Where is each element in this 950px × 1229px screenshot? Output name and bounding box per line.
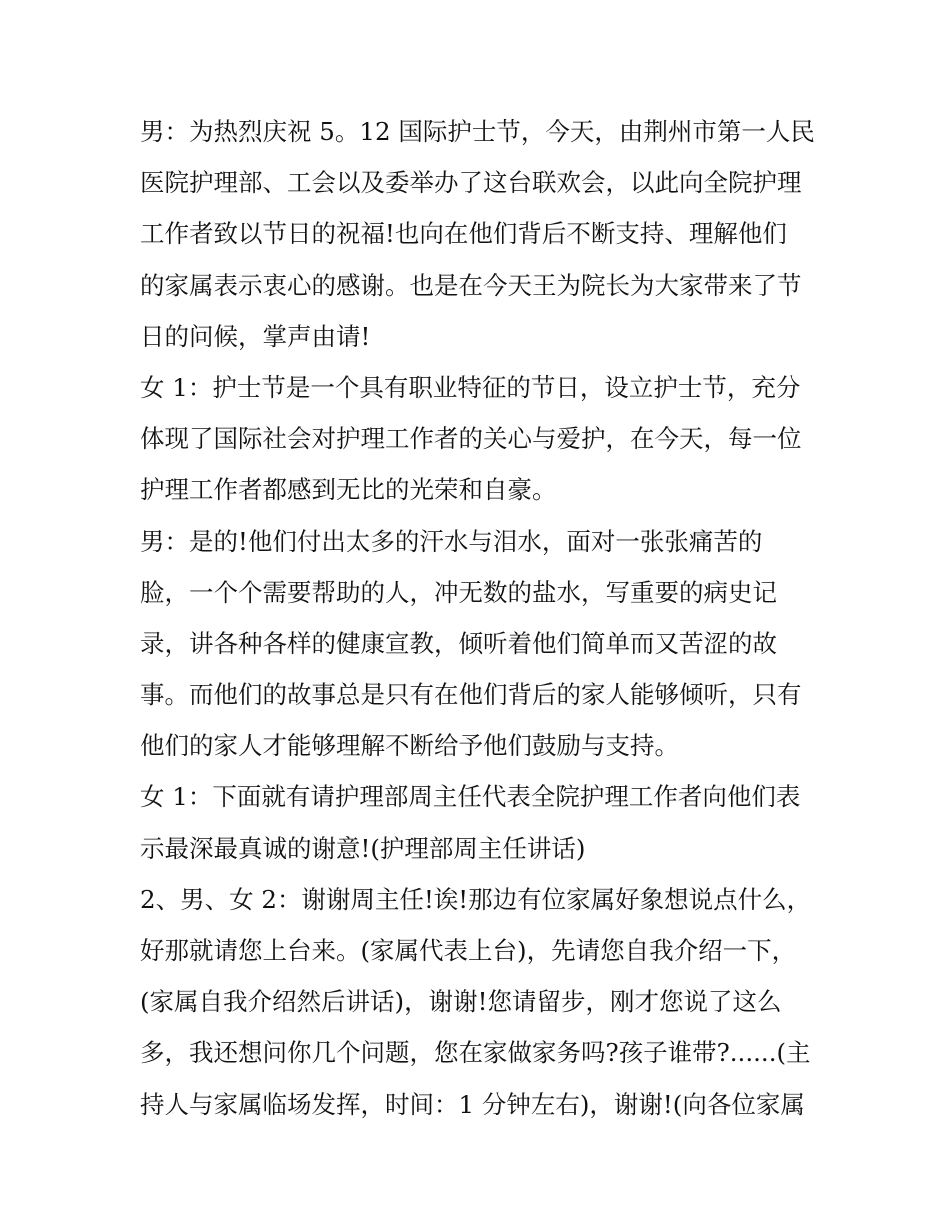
body-text xyxy=(140,106,820,1130)
text-line: 体现了国际社会对护理工作者的关心与爱护，在今天，每一位 xyxy=(140,424,802,454)
text-line: 录，讲各种各样的健康宣教，倾听着他们简单而又苦涩的故 xyxy=(140,628,777,658)
text-line: 持人与家属临场发挥，时间：1 分钟左右)，谢谢!(向各位家属 xyxy=(140,1089,805,1119)
text-line: 示最深最真诚的谢意!(护理部周主任讲话) xyxy=(140,833,586,863)
text-line: (家属自我介绍然后讲话)，谢谢!您请留步，刚才您说了这么 xyxy=(140,987,782,1017)
text-line: 护理工作者都感到无比的光荣和自豪。 xyxy=(140,475,557,505)
text-line: 工作者致以节日的祝福!也向在他们背后不断支持、理解他们 xyxy=(140,219,787,249)
text-line: 他们的家人才能够理解不断给予他们鼓励与支持。 xyxy=(140,731,679,761)
text-line: 女 1：下面就有请护理部周主任代表全院护理工作者向他们表 xyxy=(140,782,801,812)
text-line: 2、男、女 2：谢谢周主任!诶!那边有位家属好象想说点什么， xyxy=(140,884,812,914)
text-line: 男：是的!他们付出太多的汗水与泪水，面对一张张痛苦的 xyxy=(140,526,763,556)
text-line: 女 1：护士节是一个具有职业特征的节日，设立护士节，充分 xyxy=(140,372,801,402)
text-line: 脸，一个个需要帮助的人，冲无数的盐水，写重要的病史记 xyxy=(140,577,777,607)
text-line: 男：为热烈庆祝 5。12 国际护士节，今天，由荆州市第一人民 xyxy=(140,117,815,146)
text-line: 医院护理部、工会以及委举办了这台联欢会，以此向全院护理 xyxy=(140,168,802,198)
text-line: 的家属表示衷心的感谢。也是在今天王为院长为大家带来了节 xyxy=(140,270,802,300)
text-line: 多，我还想问你几个问题，您在家做家务吗?孩子谁带?......(主 xyxy=(140,1038,811,1068)
text-line: 好那就请您上台来。(家属代表上台)，先请您自我介绍一下， xyxy=(140,936,797,965)
text-line: 日的问候，掌声由请! xyxy=(140,321,371,351)
text-line: 事。而他们的故事总是只有在他们背后的家人能够倾听，只有 xyxy=(140,680,802,710)
